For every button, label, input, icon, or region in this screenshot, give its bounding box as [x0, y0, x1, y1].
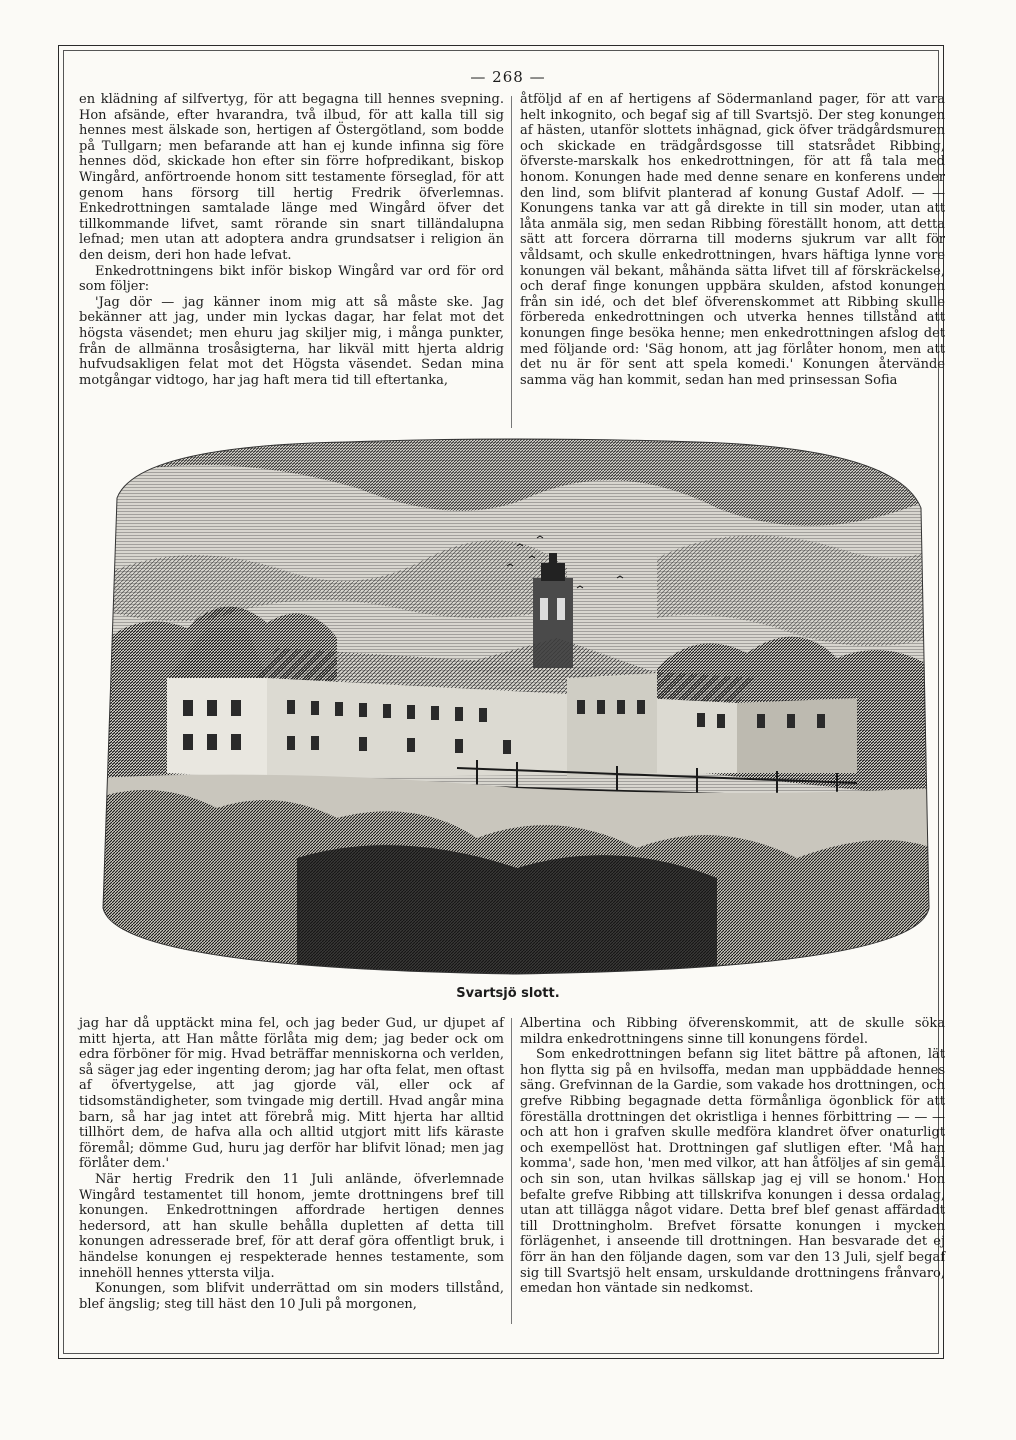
illustration-caption: Svartsjö slott. [456, 986, 560, 1001]
column-top-right [520, 92, 945, 432]
column-divider-top [511, 96, 512, 428]
paragraph: Som enkedrottningen befann sig litet bättre på aftonen, lät hon flytta sig på en hvilsoffa, medan man uppbäddade hennes säng. Grefvinnan de la Gardie, som vakade hos drottningen, och grefve Ribbing begagnade detta förmånliga ögonblick för att föreställa drottningen det okristliga i hennes förbittring — — — och att hon i grafven skulle medföra klandret öfver onaturligt och exempellöst hat. Drottningen gaf slutligen efter. 'Må han komma', sade hon, 'men med vilkor, att han åtföljes af sin gemål och sin son, utan hvilkas sällskap jag ej vill se honom.' Hon befalte grefve Ribbing att tillskrifva konungen i dessa ordalag, utan att tillägga något vidare. Detta bref blef genast affärdadt till Drottningholm. Brefvet försatte konungen i mycken förlägenhet, i anseende till drottningen. Han besvarade det ej förr än han den följande dagen, som var den 13 Juli, sjelf begaf sig till Svartsjö helt ensam, urskuldande drottningens frånvaro, emedan hon väntade sin nedkomst. [520, 1047, 945, 1297]
paragraph: en klädning af silfvertyg, för att begagna till hennes svepning. Hon afsände, efter hvarandra, två ilbud, för att kalla till sig hennes mest älskade son, hertigen af Östergötland, som bodde på Tullgarn; men befarande att han ej kunde infinna sig före hennes död, skickade hon efter sin förre hofpredikant, biskop Wingård, anförtroende honom sitt testamente förseglad, för att genom hans försorg till hertig Fredrik öfverlemnas. Enkedrottningen samtalade länge med Wingård öfver det tillkommande lifvet, samt rörande sin snart tilländalupna lefnad; men utan att adoptera andra grundsatser i religion än den deism, deri hon hade lefvat. [79, 92, 504, 263]
paragraph: När hertig Fredrik den 11 Juli anlände, öfverlemnade Wingård testamentet till honom, jemte drottningens bref till konungen. Enkedrottningen affordrade hertigen dennes hedersord, att han skulle behålla dupletten af detta till konungen adresserade bref, för att deraf göra offentligt bruk, i händelse konungen ej respekterade hennes testamente, som innehöll hennes yttersta vilja. [79, 1171, 504, 1281]
paragraph: 'Jag dör — jag känner inom mig att så måste ske. Jag bekänner att jag, under min lyckas dagar, har felat mot det högsta väsendet; men ehuru jag skiljer mig, i många punkter, från de allmänna trosåsigterna, har likväl mitt hjerta aldrig hufvudsakligen felat mot det Högsta väsendet. Sedan mina motgångar vidtogo, har jag haft mera tid till eftertanka, [79, 294, 504, 388]
paragraph: åtföljd af en af hertigens af Södermanland pager, för att vara helt inkognito, och begaf sig af till Svartsjö. Der steg konungen af hästen, utanför slottets inhägnad, gick öfver trädgårdsmuren och skickade en trädgårdsgosse till statsrådet Ribbing, öfverste-marskalk hos enkedrottningen, för att få tala med honom. Konungen hade med denne senare en konferens under den lind, som blifvit planterad af konung Gustaf Adolf. — — Konungens tanka var att gå direkte in till sin moder, utan att låta anmäla sig, men sedan Ribbing föreställt honom, att detta sätt att forcera dörrarna till moderns sjukrum var allt för våldsamt, och skulle enkedrottningen, hvars häftiga lynne vore konungen väl bekant, måhända sätta lifvet till af förskräckelse, och deraf finge konungen uppbära skulden, afstod konungen från sin idé, och det blef öfverenskommet att Ribbing skulle förbereda enkedrottningen och utverka hennes tillstånd att konungen finge besöka henne; men enkedrottningen afslog det med följande ord: 'Säg honom, att jag förlåter honom, men att det nu är för sent att spela komedi.' Konungen återvände samma väg han kommit, sedan han med prinsessan Sofia [520, 92, 945, 388]
paragraph: jag har då upptäckt mina fel, och jag beder Gud, ur djupet af mitt hjerta, att Han måtte förlåta mig dem; jag beder ock om edra förböner för mig. Hvad beträffar menniskorna och verlden, så säger jag eder ingenting derom; jag har ofta felat, men oftast af öfvertygelse, att jag gjorde väl, eller ock af tidsomständigheter, som tvingade mig dertill. Hvad angår mina barn, så har jag intet att förebrå mig. Mitt hjerta har alltid tillhört dem, de hafva alla och alltid utgjort mitt lifs käraste föremål; dömme Gud, huru jag derför har blifvit lönad; men jag förlåter dem.' [79, 1016, 504, 1172]
paragraph: Albertina och Ribbing öfverenskommit, att de skulle söka mildra enkedrottningens sinne till konungens fördel. [520, 1016, 945, 1047]
column-bottom-right [520, 1016, 945, 1346]
engraving-scene [97, 438, 933, 976]
column-divider-bottom [511, 1018, 512, 1324]
page-number: — 268 — [470, 68, 546, 86]
paragraph: Enkedrottningens bikt inför biskop Wingård var ord för ord som följer: [79, 263, 504, 295]
paragraph: Konungen, som blifvit underrättad om sin moders tillstånd, blef ängslig; steg till häst den 10 Juli på morgonen, [79, 1281, 504, 1312]
column-top-left [79, 92, 504, 432]
column-bottom-left [79, 1016, 504, 1346]
engraving-svartsjo-castle [97, 438, 933, 976]
